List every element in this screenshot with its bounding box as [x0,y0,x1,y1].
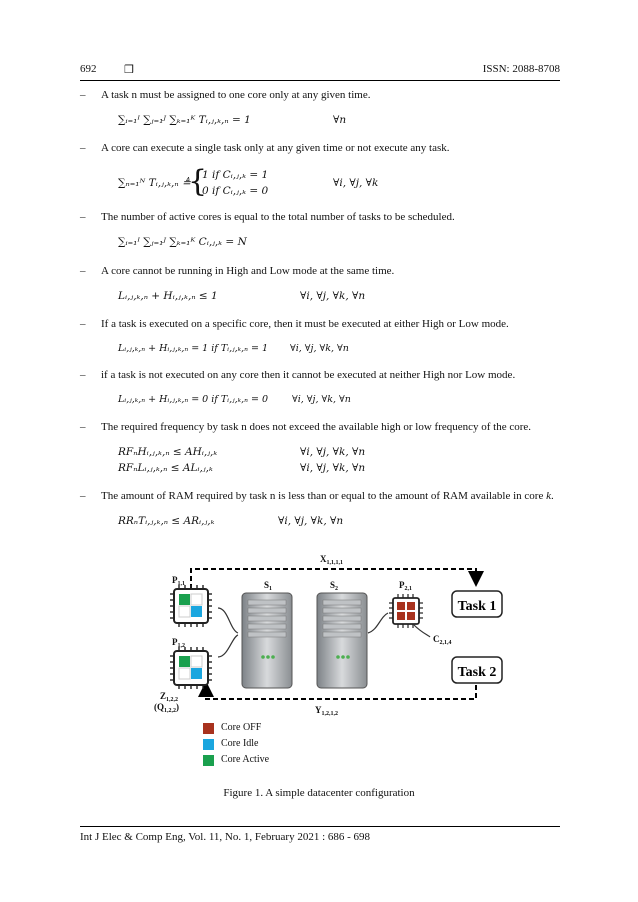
link-s2-p21 [368,613,388,633]
equation-lhs: ∑ᵢ₌₁ᴵ ∑ⱼ₌₁ᴶ ∑ₖ₌₁ᴷ Cᵢ,ⱼ,ₖ = N [118,236,247,248]
issn: ISSN: 2088-8708 [482,63,560,75]
bullet-dash: – [80,142,86,154]
constraint-text: The number of active cores is equal to the total number of tasks to be scheduled. [101,211,455,223]
equation-case-2: 0 if Cᵢ,ⱼ,ₖ = 0 [202,185,269,197]
link-p12-s1 [218,635,238,657]
label-x: $X_{1,1,1,1}$ [320,554,343,566]
equation-quantifier: ∀n [333,114,347,126]
bullet-dash: – [80,265,86,277]
brace-icon: { [188,164,208,199]
box-icon: ❒ [124,64,134,76]
constraint-text: A core can execute a single task only at any given time or not execute any task. [101,142,450,154]
equation-quantifier: ∀i, ∀j, ∀k [333,177,379,189]
label-p11: $P_{1,1}$ [172,575,185,587]
equation-quantifier: ∀i, ∀j, ∀k, ∀n [300,446,366,458]
equation-lhs: ∑ₙ₌₁ᴺ Tᵢ,ⱼ,ₖ,ₙ ≜ [118,177,191,189]
constraint-text: The required frequency by task n does not exceed the available high or low frequency of the core. [101,421,532,433]
equation-quantifier: ∀i, ∀j, ∀k, ∀n [292,394,351,405]
equation-quantifier: ∀i, ∀j, ∀k, ∀n [300,462,366,474]
label-s2: $S_2$ [330,580,339,592]
legend-label: Core Idle [221,738,259,749]
label-s1: $S_1$ [264,580,273,592]
label-p21: $P_{2,1}$ [399,580,412,592]
bullet-dash: – [80,318,86,330]
server-s2 [317,593,367,688]
constraint-text: The amount of RAM required by task n is less than or equal to the amount of RAM available in core k. [101,490,554,502]
legend-label: Core OFF [221,722,262,733]
equation-lhs: ∑ᵢ₌₁ᴵ ∑ⱼ₌₁ᴶ ∑ₖ₌₁ᴷ Tᵢ,ⱼ,ₖ,ₙ = 1 [118,114,251,126]
equation-lhs: RFₙHᵢ,ⱼ,ₖ,ₙ ≤ AHᵢ,ⱼ,ₖ [118,446,218,458]
footer-rule [80,826,560,827]
constraint-text: If a task is executed on a specific core, then it must be executed at either High or Low mode. [101,318,509,330]
equation-lhs: RFₙLᵢ,ⱼ,ₖ,ₙ ≤ ALᵢ,ⱼ,ₖ [118,462,213,474]
header-rule [80,80,560,81]
figure-caption: Figure 1. A simple datacenter configuration [223,787,415,799]
equation-lhs: RRₙTᵢ,ⱼ,ₖ,ₙ ≤ ARᵢ,ⱼ,ₖ [118,515,215,527]
legend-swatch-active [203,755,214,766]
equation-case-1: 1 if Cᵢ,ⱼ,ₖ = 1 [202,169,269,181]
constraint-text: A task n must be assigned to one core only at any given time. [101,89,371,101]
legend-label: Core Active [221,754,270,765]
equation-quantifier: ∀i, ∀j, ∀k, ∀n [300,290,366,302]
link-p11-s1 [218,608,238,633]
constraint-text: if a task is not executed on any core then it cannot be executed at neither High nor Low mode. [101,369,516,381]
processor-p21 [389,594,423,628]
bullet-dash: – [80,89,86,101]
equation-lhs: Lᵢ,ⱼ,ₖ,ₙ + Hᵢ,ⱼ,ₖ,ₙ = 1 if Tᵢ,ⱼ,ₖ,ₙ = 1 [118,343,268,354]
task-2-box [452,657,502,683]
bullet-dash: – [80,369,86,381]
task-1-box [452,591,502,617]
equation-quantifier: ∀i, ∀j, ∀k, ∀n [278,515,344,527]
equation-quantifier: ∀i, ∀j, ∀k, ∀n [290,343,349,354]
bullet-dash: – [80,421,86,433]
constraint-text: A core cannot be running in High and Low mode at the same time. [101,265,395,277]
processor-p11 [170,585,212,627]
bullet-dash: – [80,490,86,502]
legend-swatch-off [203,723,214,734]
server-s1 [242,593,292,688]
label-q: $(Q_{1,2,2})$ [154,702,179,714]
equation-lhs: Lᵢ,ⱼ,ₖ,ₙ + Hᵢ,ⱼ,ₖ,ₙ ≤ 1 [118,290,218,302]
label-z: $Z_{1,2,2}$ [160,691,179,703]
processor-p12 [170,647,212,689]
page-number: 692 [80,63,97,75]
link-p21-c [414,625,430,637]
page-footer: Int J Elec & Comp Eng, Vol. 11, No. 1, February 2021 : 686 - 698 [80,831,371,843]
label-p12: $P_{1,2}$ [172,637,185,649]
label-y: $Y_{1,2,1,2}$ [315,705,338,717]
task-2-label: Task 2 [457,665,497,680]
legend-swatch-idle [203,739,214,750]
equation-lhs: Lᵢ,ⱼ,ₖ,ₙ + Hᵢ,ⱼ,ₖ,ₙ = 0 if Tᵢ,ⱼ,ₖ,ₙ = 0 [118,394,268,405]
label-c: $C_{2,1,4}$ [433,634,452,646]
task-1-label: Task 1 [457,599,497,614]
bullet-dash: – [80,211,86,223]
